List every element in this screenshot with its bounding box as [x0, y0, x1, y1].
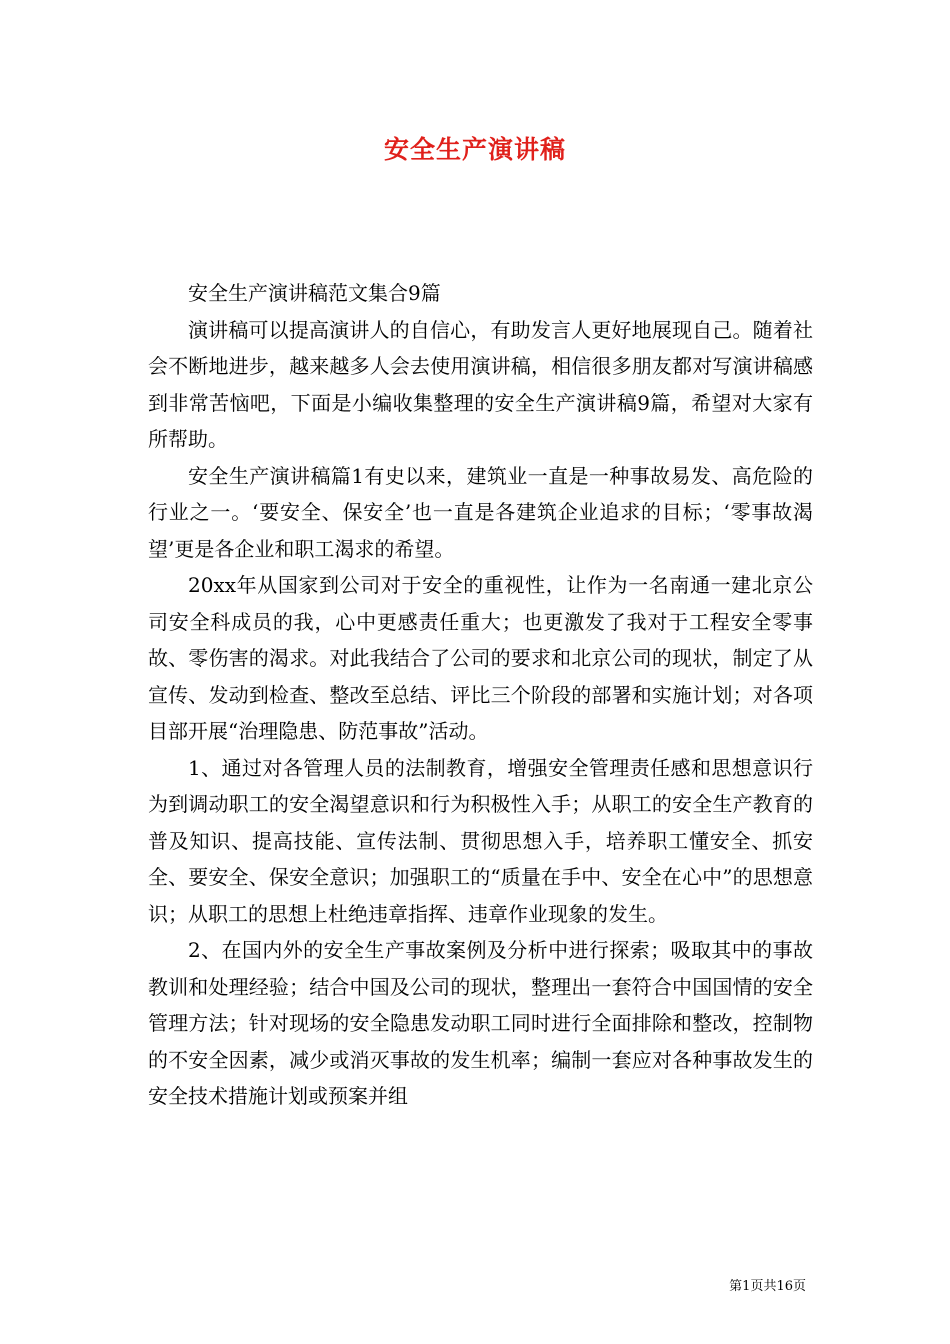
- intro-paragraph: 演讲稿可以提高演讲人的自信心，有助发言人更好地展现自己。随着社会不断地进步，越来越多人会去使用演讲稿，相信很多朋友都对写演讲稿感到非常苦恼吧，下面是小编收集整理的安全生产演讲稿9篇，希望对大家有所帮助。: [148, 317, 813, 451]
- document-title: 安全生产演讲稿: [383, 135, 566, 164]
- body-paragraph: 1、通过对各管理人员的法制教育，增强安全管理责任感和思想意识行为到调动职工的安全渴望意识和行为积极性入手；从职工的安全生产教育的普及知识、提高技能、宣传法制、贯彻思想入手，培养职工懂安全、抓安全、要安全、保安全意识；加强职工的“质量在手中、安全在心中”的思想意识；从职工的思想上杜绝违章指挥、违章作业现象的发生。: [148, 755, 813, 926]
- body-paragraph: 2、在国内外的安全生产事故案例及分析中进行探索；吸取其中的事故教训和处理经验；结合中国及公司的现状，整理出一套符合中国国情的安全管理方法；针对现场的安全隐患发动职工同时进行全面排除和整改，控制物的不安全因素，减少或消灭事故的发生机率；编制一套应对各种事故发生的安全技术措施计划或预案并组: [148, 938, 813, 1108]
- page-number-footer: 第1页共16页: [729, 1279, 806, 1294]
- body-paragraph: 安全生产演讲稿篇1有史以来，建筑业一直是一种事故易发、高危险的行业之一。‘要安全、保安全’也一直是各建筑企业追求的目标；‘零事故渴望’更是各企业和职工渴求的希望。: [148, 463, 813, 561]
- document-body: [148, 275, 813, 1115]
- subtitle-paragraph: 安全生产演讲稿范文集合9篇: [188, 281, 441, 305]
- body-paragraph: 20xx年从国家到公司对于安全的重视性，让作为一名南通一建北京公司安全科成员的我，心中更感责任重大；也更激发了我对于工程安全零事故、零伤害的渴求。对此我结合了公司的要求和北京公司的现状，制定了从宣传、发动到检查、整改至总结、评比三个阶段的部署和实施计划；对各项目部开展“治理隐患、防范事故”活动。: [148, 573, 813, 743]
